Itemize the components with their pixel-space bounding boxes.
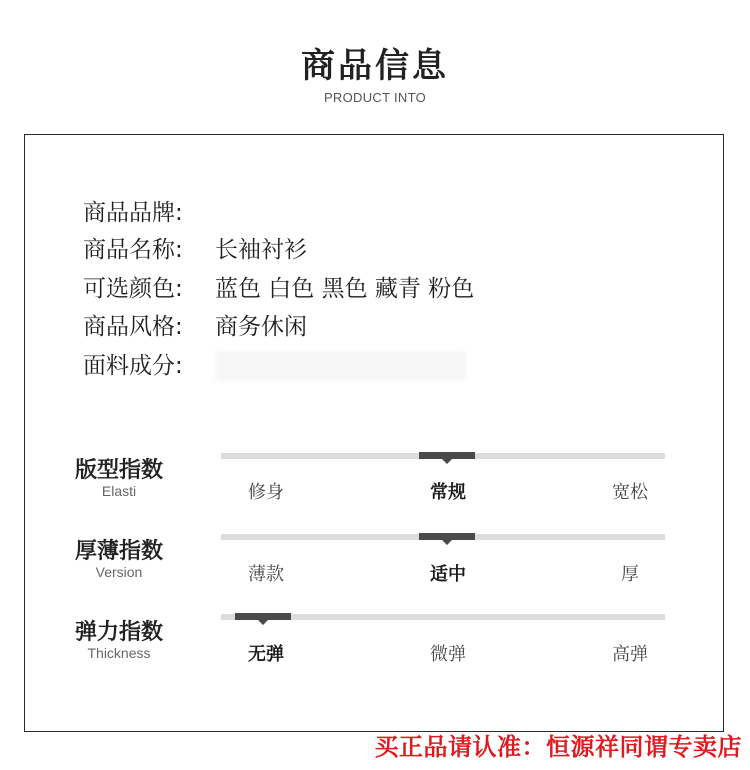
- info-row-fabric: [83, 350, 215, 382]
- metric-option: 适中: [430, 564, 466, 585]
- metric-subtitle-thickness: Version: [95, 564, 143, 580]
- metric-marker-tip-elasticity: [258, 620, 268, 625]
- metric-marker-elasticity: [235, 613, 291, 620]
- page-subtitle: PRODUCT INTO: [323, 90, 427, 105]
- metric-marker-tip-thickness: [442, 540, 452, 545]
- metric-title-thickness: 厚薄指数: [74, 539, 163, 564]
- metric-option: 厚: [621, 564, 639, 585]
- info-value: 蓝色 白色 黑色 藏青 粉色: [215, 276, 475, 302]
- metric-option: 宽松: [612, 482, 648, 503]
- info-label: 商品品牌:: [83, 200, 183, 226]
- metric-option: 修身: [248, 482, 284, 503]
- info-row-brand: [83, 197, 215, 229]
- metric-option: 无弹: [248, 644, 284, 665]
- metric-option: 高弹: [612, 644, 648, 665]
- metric-title-elasticity: 弹力指数: [74, 620, 163, 645]
- info-row-style: [83, 311, 307, 343]
- info-label: 商品风格:: [83, 314, 183, 340]
- metric-marker-fit: [419, 452, 475, 459]
- metric-option: 常规: [430, 482, 466, 503]
- info-label: 面料成分:: [83, 353, 183, 379]
- metric-title-fit: 版型指数: [74, 458, 163, 483]
- info-row-colors: [83, 273, 474, 305]
- metric-subtitle-elasticity: Thickness: [87, 645, 151, 661]
- metric-option: 微弹: [430, 644, 466, 665]
- fabric-value-blurred: [216, 351, 466, 381]
- metric-marker-tip-fit: [442, 459, 452, 464]
- info-label: 可选颜色:: [83, 276, 183, 302]
- info-label: 商品名称:: [83, 237, 183, 263]
- footer-authentic-notice: 买正品请认准：恒源祥同谓专卖店: [374, 733, 742, 761]
- metric-subtitle-fit: Elasti: [101, 483, 137, 499]
- info-value: 长袖衬衫: [215, 237, 307, 263]
- info-value: 商务休闲: [215, 314, 307, 340]
- metric-option: 薄款: [248, 564, 284, 585]
- page-title: 商品信息: [301, 46, 449, 86]
- info-row-name: [83, 234, 307, 266]
- metric-marker-thickness: [419, 533, 475, 540]
